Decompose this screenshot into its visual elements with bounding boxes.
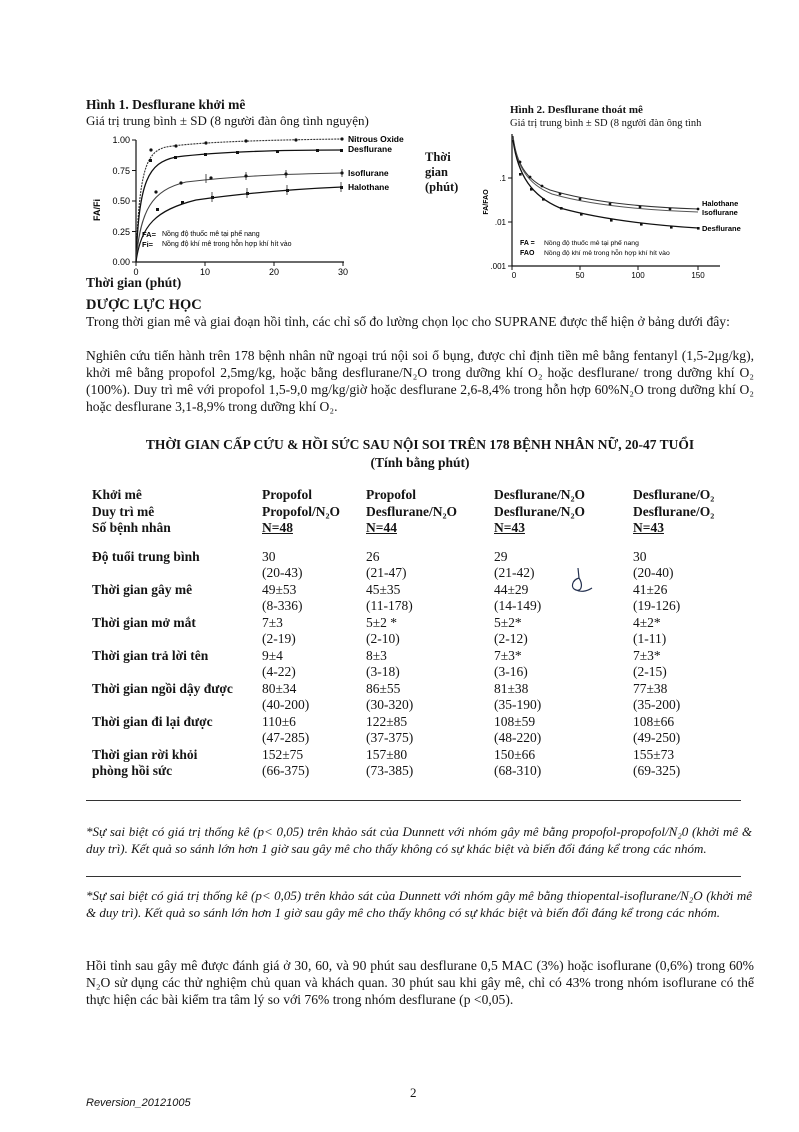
cell-range: (11-178) [366,598,413,613]
fig1-curve-isoflurane [136,173,342,262]
table-row-range [92,664,758,681]
row-label-cont [92,730,262,747]
cell-mean: 29 [494,548,508,564]
figure2-title: Hình 2. Desflurane thoát mê [510,104,643,116]
fig2-ytick-0001: .001 [490,262,506,271]
table-row-range [92,631,758,648]
row-label-cont: phòng hồi sức [92,763,173,778]
fig2-ytick-01: .1 [499,174,506,183]
cell-mean: 9±4 [262,647,283,663]
table-row [92,648,758,665]
handwritten-signature-mark [564,566,594,600]
table-header-row-patients [92,520,758,537]
fig1-legend-sym1: FA= [142,230,156,239]
cell-range: (2-12) [494,631,528,646]
paragraph-recovery: Hồi tỉnh sau gây mê được đánh giá ở 30, 60, và 90 phút sau desflurane 0,5 MAC (3%) hoặc isoflurane (0,6%) trong 60% N₂O sử dụng các thử nghiệm chủ quan và khách quan. 30 phút sau khi gây mê, chỉ có 43% trong nhóm isoflurane có thể thực hiện các bài kiểm tra tâm lý so với 76% trong nhóm desflurane (p <0,05). [86,958,754,1007]
cell-mean: 4±2* [633,614,661,630]
cell-range: (21-42) [494,565,535,580]
cell-mean: 86±55 [366,680,401,696]
cell-mean: 110±6 [262,713,296,729]
cell-mean: 81±38 [494,680,529,696]
header-cell: Khởi mê [92,487,142,502]
table-row-range [92,598,758,615]
fig1-series-desflurane: Desflurane [348,144,392,154]
fig1-side-label-3: (phút) [425,180,459,194]
fig2-legend-sym1: FA = [520,240,535,247]
fig2-ytick-001: .01 [494,218,506,227]
cell-range: (35-200) [633,697,681,712]
fig2-markers [519,161,700,230]
cell-range: (3-18) [366,664,400,679]
cell-mean: 122±85 [366,713,408,729]
paragraph-study: Nghiên cứu tiến hành trên 178 bệnh nhân nữ ngoại trú nội soi ổ bụng, được chỉ định tiền mê bằng fentanyl (1,5-2μg/kg), khởi mê bằng propofol 2,5mg/kg, hoặc bằng desflurane/N₂O trong dưỡng khí O₂ hoặc desflurane/ trong dưỡng khí O₂ (100%). Duy trì mê với propofol 1,5-9,0 mg/kg/giờ hoặc desflurane 2,6-8,4% trong hỗn hợp 60%N₂O trong dưỡng khí O₂ hoặc desflurane 3,1-8,9% trong dưỡng khí O₂. [86,348,754,414]
fig1-curve-halothane [136,187,342,262]
row-label-cont [92,631,262,648]
fig2-xtick-50: 50 [575,271,585,280]
header-cell: Propofol [262,487,312,502]
row-label-cont [92,697,262,714]
header-cell: Desflurane/O₂ [633,487,715,502]
fig2-x-ticks [512,266,698,270]
cell-mean: 155±73 [633,746,675,762]
row-label: Độ tuổi trung bình [92,548,200,564]
cell-range: (20-40) [633,565,674,580]
cell-range: (2-19) [262,631,296,646]
figure2-chart [480,132,770,282]
cell-range: (14-149) [494,598,542,613]
fig1-side-label [425,150,458,195]
cell-range: (66-375) [262,763,310,778]
fig2-legend-line1: Nồng độ thuốc mê tại phế nang [544,240,639,247]
header-cell: N=43 [494,520,525,535]
fig1-x-ticks [136,262,343,266]
fig1-xtick-10: 10 [199,267,211,277]
header-cell: Propofol/N₂O [262,503,341,519]
row-label: Thời gian đi lại được [92,713,213,729]
fig2-curve-isoflurane [513,138,698,212]
fig1-series-nitrous-oxide: Nitrous Oxide [348,134,404,144]
table-header-row-maintenance [92,504,758,521]
cell-mean: 8±3 [366,647,387,663]
cell-mean: 7±3* [494,647,522,663]
table-row [92,615,758,632]
cell-mean: 150±66 [494,746,536,762]
figure1-subtitle: Giá trị trung bình ± SD (8 người đàn ông tình nguyện) [86,113,369,128]
table-bottom-rule [86,800,741,801]
header-cell: Duy trì mê [92,503,155,519]
fig2-series-halothane: Halothane [702,199,739,208]
cell-mean: 7±3* [633,647,661,663]
cell-range: (68-310) [494,763,542,778]
fig2-y-ticks [508,178,512,266]
fig2-series-desflurane: Desflurane [702,224,741,233]
fig2-curve-halothane [513,136,698,209]
cell-mean: 108±59 [494,713,536,729]
fig2-legend-sym2: FAO [520,250,535,257]
row-label: Thời gian trả lời tên [92,647,209,663]
fig1-legend-line1: Nồng độ thuốc mê tại phế nang [162,231,260,238]
table-row-range [92,730,758,747]
cell-mean: 7±3 [262,614,283,630]
cell-range: (47-285) [262,730,310,745]
section-heading: DƯỢC LỰC HỌC [86,297,202,313]
cell-range: (3-16) [494,664,528,679]
cell-range: (4-22) [262,664,296,679]
cell-mean: 80±34 [262,680,297,696]
fig1-series-isoflurane: Isoflurane [348,168,389,178]
cell-range: (48-220) [494,730,542,745]
row-label: Thời gian ngồi dậy được [92,680,233,696]
header-cell: Desflurane/N₂O [366,503,458,519]
cell-range: (20-43) [262,565,303,580]
fig1-legend-line2: Nồng độ khí mê trong hỗn hợp khí hít vào [162,241,292,248]
row-label-cont [92,664,262,681]
cell-range: (21-47) [366,565,407,580]
table-title: THỜI GIAN CẤP CỨU & HỒI SỨC SAU NỘI SOI TRÊN 178 BỆNH NHÂN NỮ, 20-47 TUỔI [145,437,695,452]
cell-mean: 5±2 * [366,614,398,630]
cell-mean: 5±2* [494,614,522,630]
header-cell: Propofol [366,487,416,502]
cell-mean: 49±53 [262,581,297,597]
cell-range: (2-10) [366,631,400,646]
cell-mean: 157±80 [366,746,408,762]
cell-range: (35-190) [494,697,542,712]
note-divider [86,876,741,877]
row-label-cont [92,598,262,615]
table-row [92,582,758,599]
table-header-row-induction [92,487,758,504]
cell-range: (40-200) [262,697,310,712]
cell-mean: 30 [633,548,647,564]
paragraph-intro: Trong thời gian mê và giai đoạn hồi tỉnh, các chỉ số đo lường chọn lọc cho SUPRANE được thể hiện ở bảng dưới đây: [86,314,730,329]
table-row [92,549,758,566]
fig1-side-label-1: Thời [425,150,451,164]
footer-revision: Reversion_20121005 [86,1097,191,1109]
cell-mean: 44±29 [494,581,529,597]
header-cell: N=48 [262,520,293,535]
header-cell: Desflurane/N₂O [494,503,586,519]
fig2-series-isoflurane: Isoflurane [702,208,738,217]
page-number: 2 [410,1085,417,1100]
fig1-y-ticks [132,140,136,262]
fig2-y-label: FA/FAO [483,189,490,215]
fig1-xtick-30: 30 [337,267,349,277]
cell-range: (49-250) [633,730,681,745]
row-label: Thời gian gây mê [92,581,193,597]
table-row [92,714,758,731]
cell-range: (30-320) [366,697,414,712]
cell-range: (69-325) [633,763,681,778]
fig1-ytick-050: 0.50 [112,196,130,206]
cell-range: (2-15) [633,664,667,679]
row-label: Thời gian rời khỏi [92,746,198,762]
cell-mean: 45±35 [366,581,401,597]
table-subtitle: (Tính bằng phút) [370,455,470,470]
cell-mean: 30 [262,548,276,564]
fig1-ytick-075: 0.75 [112,166,130,176]
fig2-xtick-150: 150 [691,271,705,280]
figure1-title: Hình 1. Desflurane khởi mê [86,97,246,112]
footnote-thiopental: *Sự sai biệt có giá trị thống kê (p< 0,05) trên khảo sát của Dunnett với nhóm gây mê bằng thiopental-isoflurane/N₂O (khởi mê & duy trì). Kết quả so sánh lớn hơn 1 giờ sau gây mê cho thấy không có sự khác biệt và biến đổi đáng kể trong các nhóm. [86,888,752,920]
table-row-range [92,763,758,780]
header-cell: Số bệnh nhân [92,520,171,535]
fig1-ytick-100: 1.00 [112,135,130,145]
header-cell: Desflurane/N₂O [494,487,586,502]
fig2-xtick-0: 0 [511,271,517,280]
table-row-range [92,697,758,714]
table-row [92,681,758,698]
cell-range: (73-385) [366,763,414,778]
row-label-cont [92,565,262,582]
table-row-range [92,565,758,582]
fig1-side-label-2: gian [425,165,448,179]
header-cell: Desflurane/O₂ [633,503,715,519]
fig1-y-label: FA/Fi [92,199,102,221]
recovery-table [92,487,758,780]
cell-mean: 152±75 [262,746,304,762]
figure2-subtitle: Giá trị trung bình ± SD (8 người đàn ông tình [510,118,702,129]
footnote-propofol: *Sự sai biệt có giá trị thống kê (p< 0,05) trên khảo sát của Dunnett với nhóm gây mê bằng propofol-propofol/N₂0 (khởi mê & duy trì). Kết quả so sánh lớn hơn 1 giờ sau gây mê cho thấy không có sự khác biệt và biến đổi đáng kể trong các nhóm. [86,824,752,856]
fig2-legend-line2: Nồng độ khí mê trong hỗn hợp khí hít vào [544,250,670,257]
fig2-curve-desflurane [513,140,698,228]
cell-mean: 77±38 [633,680,668,696]
fig2-xtick-100: 100 [631,271,645,280]
cell-range: (1-11) [633,631,667,646]
fig1-ytick-025: 0.25 [112,227,130,237]
cell-mean: 41±26 [633,581,668,597]
table-row [92,747,758,764]
cell-mean: 26 [366,548,380,564]
fig1-ytick-000: 0.00 [112,257,130,267]
header-cell: N=43 [633,520,664,535]
row-label: Thời gian mở mắt [92,614,196,630]
cell-mean: 108±66 [633,713,675,729]
cell-range: (37-375) [366,730,414,745]
fig1-xtick-20: 20 [268,267,280,277]
header-cell: N=44 [366,520,397,535]
fig1-xtick-0: 0 [133,267,139,277]
figure1-chart [86,130,416,286]
cell-range: (8-336) [262,598,303,613]
cell-range: (19-126) [633,598,681,613]
fig1-x-label: Thời gian (phút) [86,275,182,290]
fig1-series-halothane: Halothane [348,182,390,192]
fig1-legend-sym2: Fi= [142,240,154,249]
